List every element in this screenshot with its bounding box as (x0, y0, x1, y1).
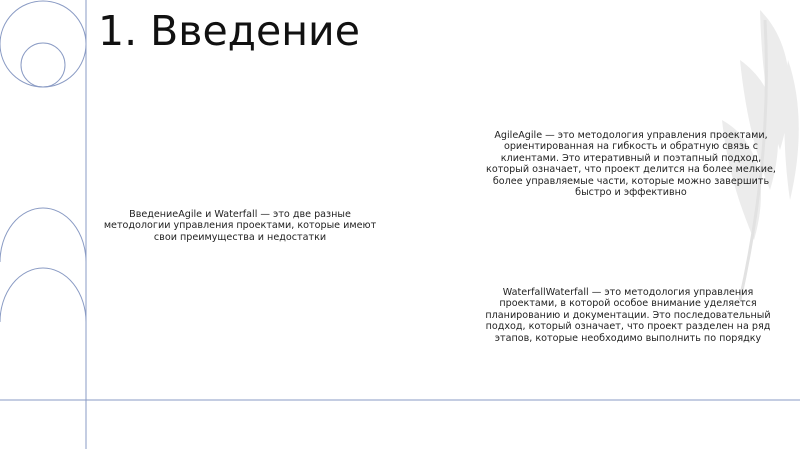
agile-text-block: AgileAgile — это методология управления проектами, ориентированная на гибкость и обратную связь с клиентами. Это итеративный и поэтапный подход, который означает, что проект делится на более мелкие, более управляемые части, которые можно завершить быстро и эффективно (486, 130, 776, 199)
deco-large-circle (0, 1, 86, 87)
waterfall-text-block: WaterfallWaterfall — это методология управления проектами, в которой особое внимание уделяется планированию и документации. Это последовательный подход, который означает, что проект разделен на ряд этапов, которые необходимо выполнить по порядку (485, 287, 771, 344)
slide-title: 1. Введение (98, 7, 360, 55)
intro-text-block: ВведениеAgile и Waterfall — это две разные методологии управления проектами, которые имеют свои преимущества и недостатки (103, 209, 377, 243)
deco-lower-arch (0, 268, 86, 322)
deco-upper-arch (0, 208, 86, 262)
deco-small-circle (21, 43, 65, 87)
